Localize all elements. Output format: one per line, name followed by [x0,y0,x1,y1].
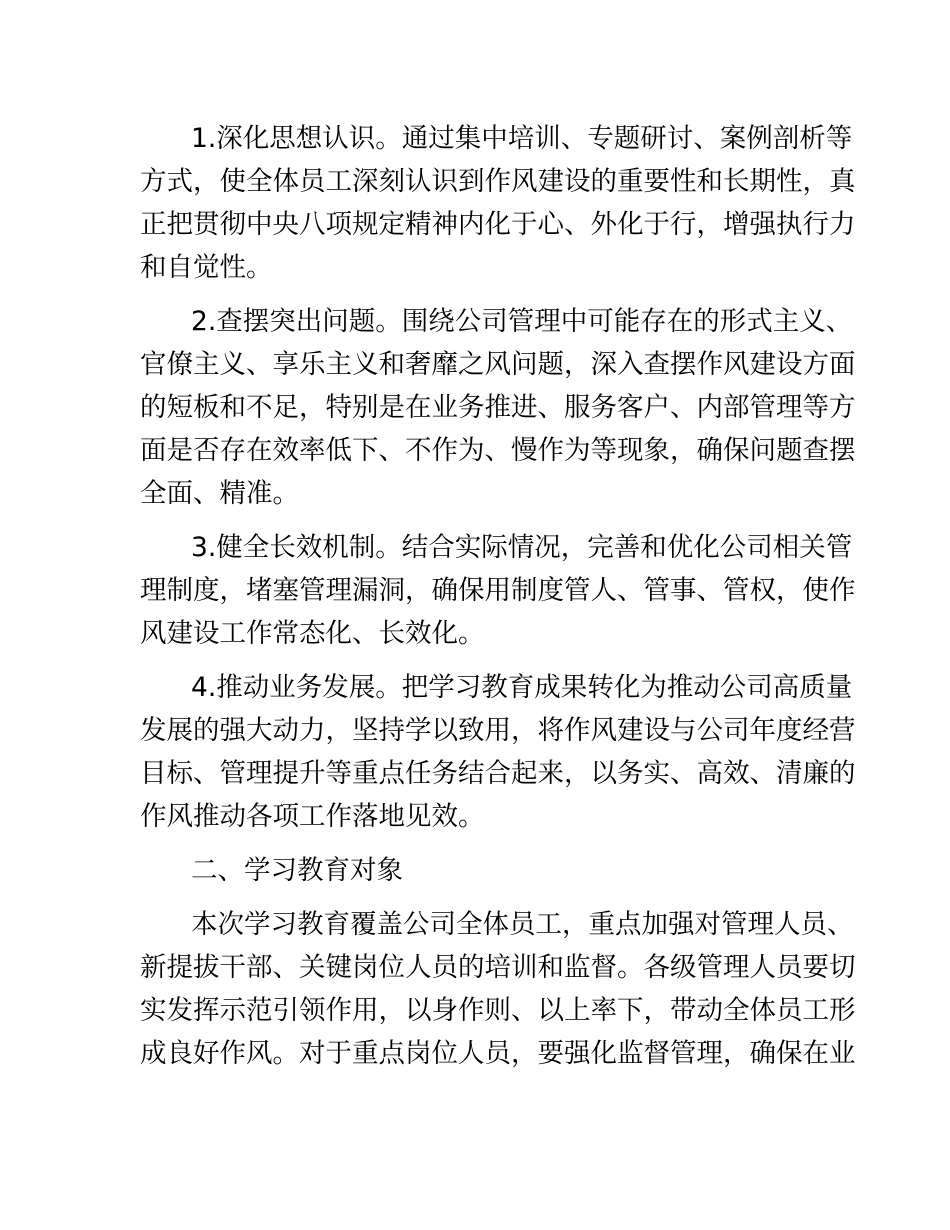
text-line: 官僚主义、享乐主义和奢靡之风问题，深入查摆作风建设方面 [140,349,856,380]
paragraph-long-term-mechanism [140,526,856,655]
text-line: 正把贯彻中央八项规定精神内化于心、外化于行，增强执行力 [140,209,856,240]
paragraph-education-scope [140,903,856,1075]
paragraph-identify-problems [140,300,856,515]
text-line: 3.健全长效机制。结合实际情况，完善和优化公司相关管 [191,532,853,563]
heading-text: 二、学习教育对象 [191,855,403,886]
text-line: 理制度，堵塞管理漏洞，确保用制度管人、管事、管权，使作 [140,575,856,606]
text-line: 方式，使全体员工深刻认识到作风建设的重要性和长期性，真 [140,166,856,197]
text-line: 面是否存在效率低下、不作为、慢作为等现象，确保问题查摆 [140,435,856,466]
text-line: 风建设工作常态化、长效化。 [140,618,485,649]
text-line: 和自觉性。 [140,252,273,283]
paragraph-deepen-understanding [140,117,856,289]
text-line: 发展的强大动力，坚持学以致用，将作风建设与公司年度经营 [140,715,856,746]
text-line: 4.推动业务发展。把学习教育成果转化为推动公司高质量 [191,672,853,703]
text-line: 的短板和不足，特别是在业务推进、服务客户、内部管理等方 [140,392,856,423]
text-line: 成良好作风。对于重点岗位人员，要强化监督管理，确保在业 [140,1038,856,1069]
text-line: 全面、精准。 [140,478,299,509]
text-line: 2.查摆突出问题。围绕公司管理中可能存在的形式主义、 [191,306,853,337]
paragraph-business-development [140,666,856,838]
section-heading-education-target [140,849,810,892]
text-line: 作风推动各项工作落地见效。 [140,801,485,832]
text-line: 1.深化思想认识。通过集中培训、专题研讨、案例剖析等 [191,123,853,154]
text-line: 实发挥示范引领作用，以身作则、以上率下，带动全体员工形 [140,995,856,1026]
text-line: 目标、管理提升等重点任务结合起来，以务实、高效、清廉的 [140,758,856,789]
text-line: 新提拔干部、关键岗位人员的培训和监督。各级管理人员要切 [140,952,856,983]
text-line: 本次学习教育覆盖公司全体员工，重点加强对管理人员、 [191,909,854,940]
